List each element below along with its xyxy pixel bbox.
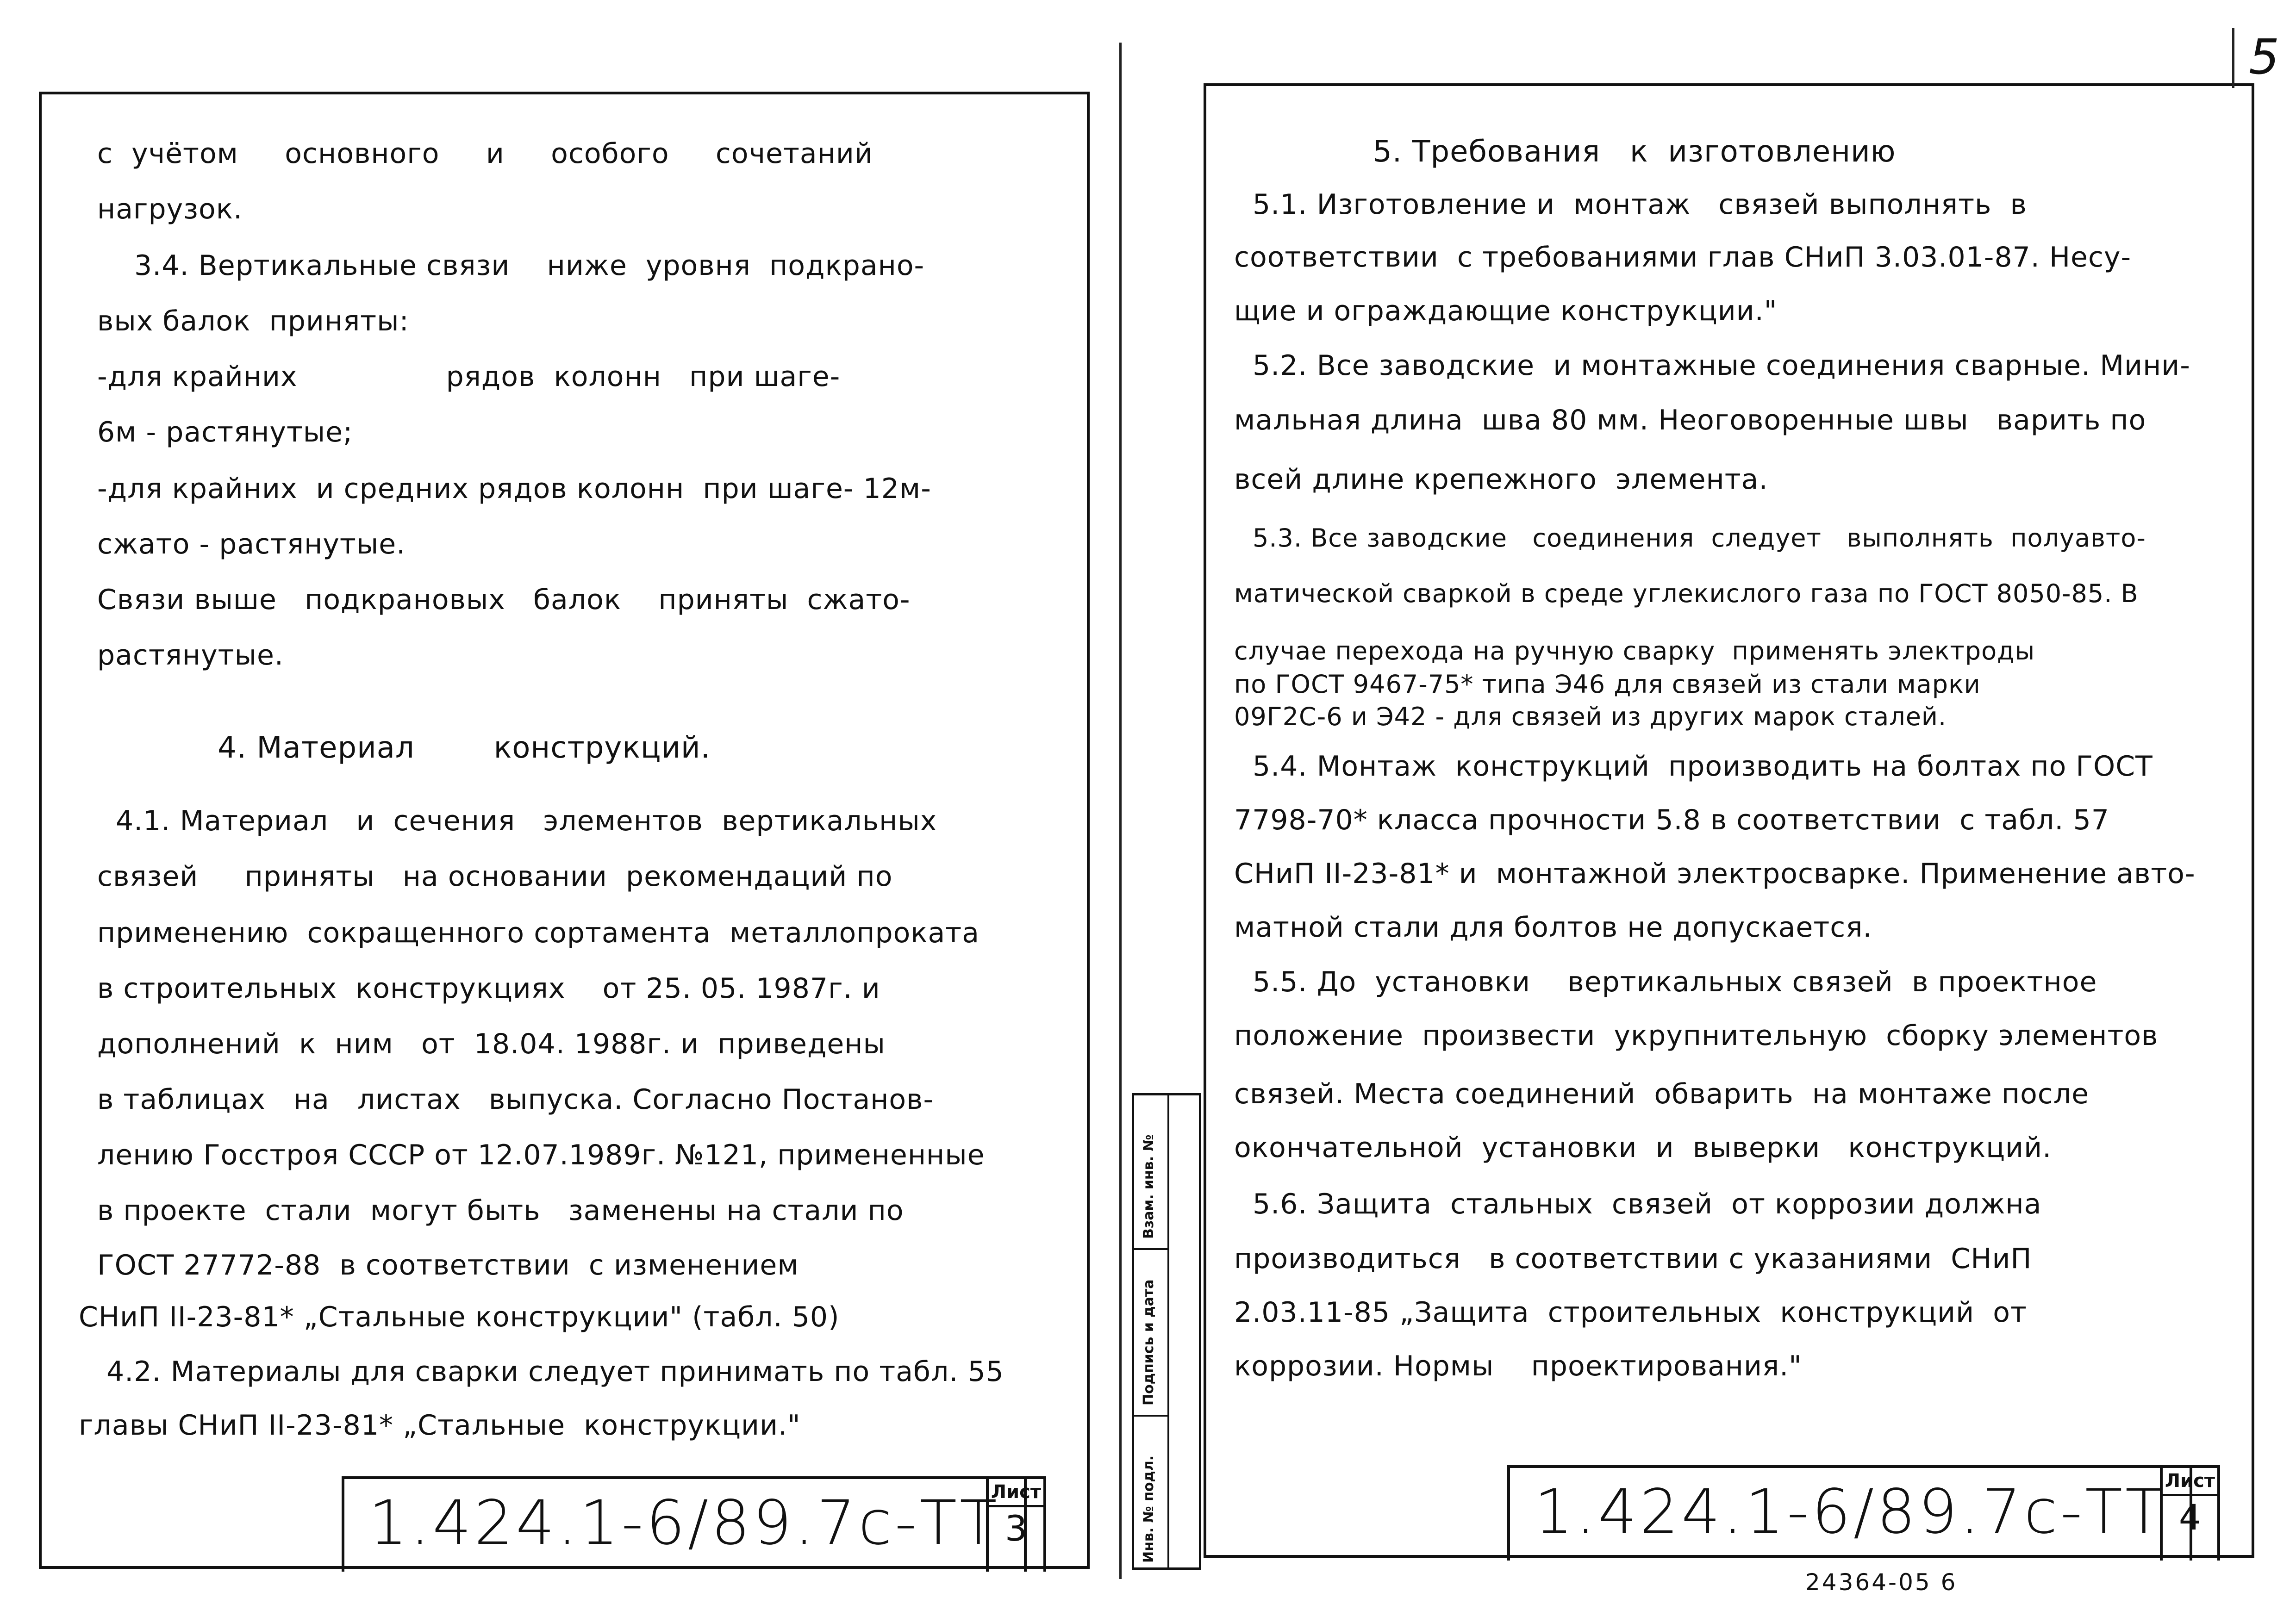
text-line: связей приняты на основании рекомендаций по	[97, 860, 893, 893]
binding-margin-stamp	[1132, 1093, 1201, 1570]
page-number-divider	[2232, 28, 2234, 88]
text-line: в таблицах на листах выпуска. Согласно Постанов-	[97, 1083, 934, 1116]
text-line: 09Г2С-6 и Э42 - для связей из других марок сталей.	[1234, 702, 1947, 731]
text-line: сжато - растянутые.	[97, 528, 406, 560]
side-divider	[1134, 1248, 1169, 1250]
document-code: 1.424.1-6/89.7с-ТТ	[1534, 1476, 2165, 1548]
right-sheet-frame	[1204, 83, 2254, 1558]
title-block-sheet-cell	[986, 1476, 1046, 1572]
text-line: 5.1. Изготовление и монтаж связей выполнять в	[1253, 188, 2027, 221]
text-line: СНиП II-23-81* „Стальные конструкции" (табл. 50)	[79, 1301, 840, 1333]
text-line: 5.2. Все заводские и монтажные соединения сварные. Мини-	[1253, 349, 2190, 382]
fold-line	[1119, 43, 1122, 1579]
text-line: 6м - растянутые;	[97, 416, 353, 448]
text-line: в проекте стали могут быть заменены на стали по	[97, 1194, 904, 1227]
text-line: применению сокращенного сортамента металлопроката	[97, 917, 980, 949]
text-line: матической сваркой в среде углекислого газа по ГОСТ 8050-85. В	[1234, 579, 2139, 608]
text-line: -для крайних рядов колонн при шаге-	[97, 361, 841, 393]
sheet-label: Лист	[989, 1479, 1043, 1507]
right-sheet-text	[1206, 86, 2252, 1555]
text-line: 4.1. Материал и сечения элементов вертикальных	[116, 805, 937, 837]
title-block-code-cell	[342, 1476, 1027, 1572]
text-line: случае перехода на ручную сварку применять электроды	[1234, 636, 2035, 665]
signature-date-label: Подпись и дата	[1141, 1279, 1157, 1405]
text-line: 3.4. Вертикальные связи ниже уровня подкрано-	[134, 249, 925, 282]
text-line: -для крайних и средних рядов колонн при шаге- 12м-	[97, 473, 931, 505]
text-line: соответствии с требованиями глав СНиП 3.03.01-87. Несу-	[1234, 241, 2132, 274]
text-line: по ГОСТ 9467-75* типа Э46 для связей из стали марки	[1234, 670, 1981, 699]
text-line: производиться в соответствии с указаниями СНиП	[1234, 1243, 2032, 1275]
text-line: 5.4. Монтаж конструкций производить на болтах по ГОСТ	[1253, 750, 2153, 783]
sheet-number: 4	[2178, 1497, 2202, 1538]
inventory-number-label: Инв. № подл.	[1141, 1455, 1157, 1563]
title-block-code-cell	[1507, 1465, 2192, 1561]
text-line: с учётом основного и особого сочетаний	[97, 137, 873, 170]
text-line: ГОСТ 27772-88 в соответствии с изменением	[97, 1249, 799, 1281]
side-divider	[1167, 1095, 1169, 1567]
side-divider	[1134, 1415, 1169, 1417]
sheet-label: Лист	[2163, 1468, 2217, 1496]
text-line: дополнений к ним от 18.04. 1988г. и приведены	[97, 1028, 886, 1060]
text-line: мальная длина шва 80 мм. Неоговоренные швы варить по	[1234, 404, 2146, 436]
text-line: связей. Места соединений обварить на монтаже после	[1234, 1078, 2090, 1110]
text-line: 4.2. Материалы для сварки следует принимать по табл. 55	[106, 1356, 1004, 1388]
section-heading: 5. Требования к изготовлению	[1373, 135, 1896, 169]
text-line: 5.6. Защита стальных связей от коррозии должна	[1253, 1188, 2042, 1220]
text-line: растянутые.	[97, 639, 284, 672]
page-number: 5	[2249, 29, 2280, 85]
text-line: лению Госстроя СССР от 12.07.1989г. №121, примененные	[97, 1139, 985, 1171]
title-block-sheet-cell	[2160, 1465, 2220, 1561]
text-line: 7798-70* класса прочности 5.8 в соответствии с табл. 57	[1234, 804, 2109, 836]
replacement-inventory-label: Взам. инв. №	[1141, 1134, 1157, 1239]
text-line: матной стали для болтов не допускается.	[1234, 911, 1872, 944]
text-line: нагрузок.	[97, 193, 243, 225]
text-line: окончательной установки и выверки конструкций.	[1234, 1132, 2052, 1164]
text-line: вых балок приняты:	[97, 305, 409, 337]
document-code: 1.424.1-6/89.7с-ТТ	[368, 1487, 1000, 1559]
sheet-number: 3	[1004, 1508, 1028, 1549]
text-line: коррозии. Нормы проектирования."	[1234, 1350, 1802, 1382]
archive-number: 24364-05 6	[1805, 1569, 1958, 1596]
text-line: в строительных конструкциях от 25. 05. 1987г. и	[97, 972, 880, 1005]
text-line: 5.5. До установки вертикальных связей в проектное	[1253, 966, 2097, 998]
text-line: 5.3. Все заводские соединения следует выполнять полуавто-	[1253, 523, 2146, 553]
text-line: Связи выше подкрановых балок приняты сжато-	[97, 584, 911, 616]
text-line: всей длине крепежного элемента.	[1234, 463, 1768, 496]
text-line: положение произвести укрупнительную сборку элементов	[1234, 1020, 2159, 1052]
text-line: СНиП II-23-81* и монтажной электросварке. Применение авто-	[1234, 858, 2196, 890]
section-heading: 4. Материал конструкций.	[218, 731, 711, 765]
left-sheet-text	[42, 94, 1087, 1566]
text-line: главы СНиП II-23-81* „Стальные конструкции."	[79, 1409, 801, 1442]
left-sheet-frame	[39, 92, 1090, 1569]
text-line: щие и ограждающие конструкции."	[1234, 295, 1778, 327]
text-line: 2.03.11-85 „Защита строительных конструкций от	[1234, 1296, 2027, 1329]
